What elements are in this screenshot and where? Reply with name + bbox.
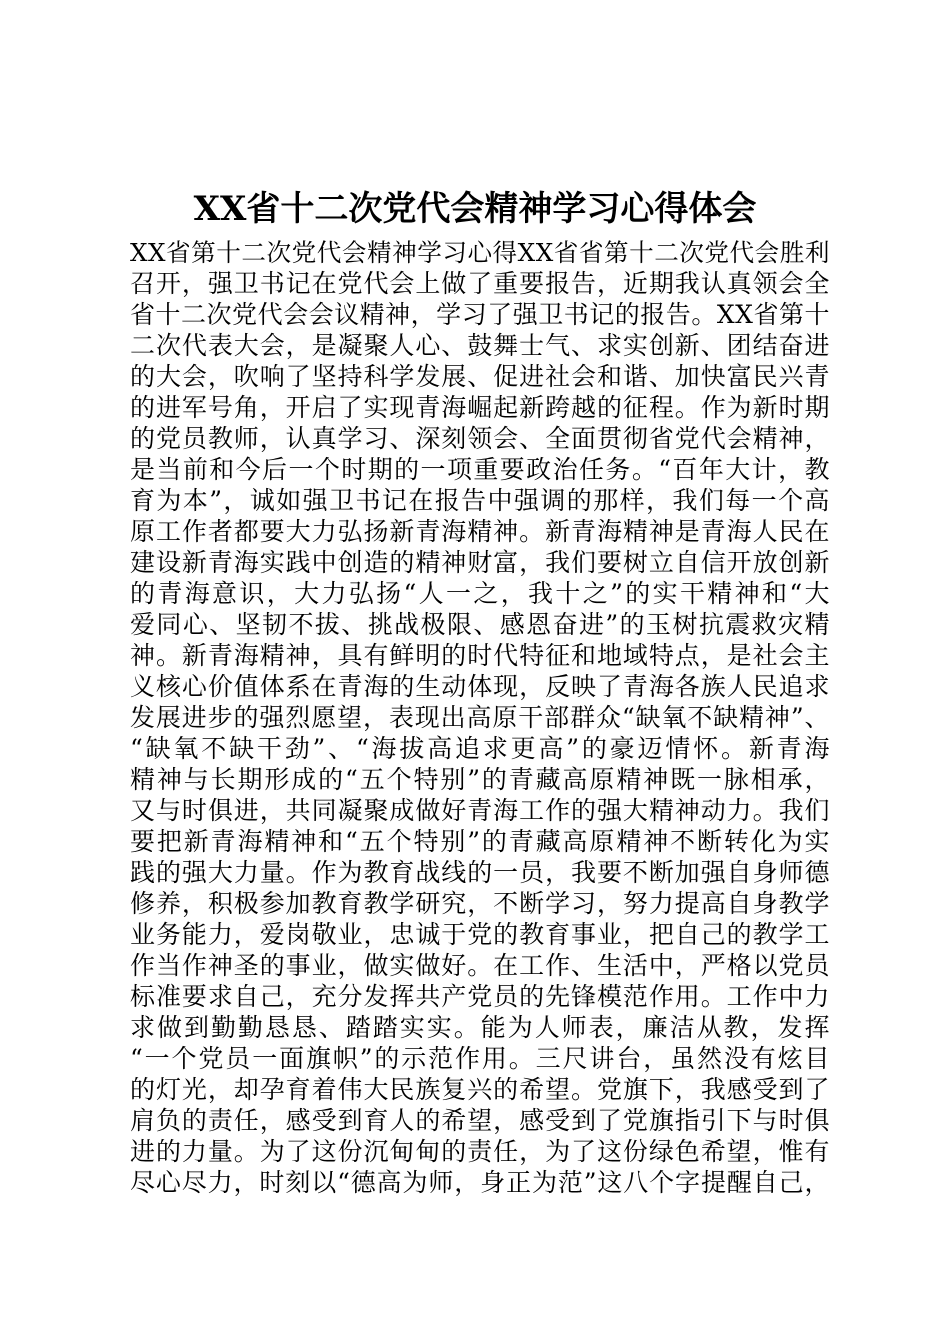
body-line: 原工作者都要大力弘扬新青海精神。新青海精神是青海人民在 xyxy=(130,517,830,546)
body-line: 业务能力，爱岗敬业，忠诚于党的教育事业，把自己的教学工 xyxy=(130,920,830,949)
body-line: 又与时俱进，共同凝聚成做好青海工作的强大精神动力。我们 xyxy=(130,796,830,825)
body-line: 义核心价值体系在青海的生动体现，反映了青海各族人民追求 xyxy=(130,672,830,701)
body-line: 精神与长期形成的“五个特别”的青藏高原精神既一脉相承， xyxy=(130,765,830,794)
body-line: 爱同心、坚韧不拔、挑战极限、感恩奋进”的玉树抗震救灾精 xyxy=(130,610,830,639)
body-line: 召开，强卫书记在党代会上做了重要报告，近期我认真领会全 xyxy=(130,269,830,298)
body-line: 育为本”，诚如强卫书记在报告中强调的那样，我们每一个高 xyxy=(130,486,830,515)
body-line: 发展进步的强烈愿望，表现出高原干部群众“缺氧不缺精神”、 xyxy=(130,703,830,732)
body-line: 要把新青海精神和“五个特别”的青藏高原精神不断转化为实 xyxy=(130,827,830,856)
body-line: 的党员教师，认真学习、深刻领会、全面贯彻省党代会精神， xyxy=(130,424,830,453)
body-line: 建设新青海实践中创造的精神财富，我们要树立自信开放创新 xyxy=(130,548,830,577)
body-line: XX省第十二次党代会精神学习心得XX省省第十二次党代会胜利 xyxy=(130,238,830,267)
body-line: 的进军号角，开启了实现青海崛起新跨越的征程。作为新时期 xyxy=(130,393,830,422)
body-line: 践的强大力量。作为教育战线的一员，我要不断加强自身师德 xyxy=(130,858,830,887)
body-line: 是当前和今后一个时期的一项重要政治任务。“百年大计，教 xyxy=(130,455,830,484)
body-line: 尽心尽力，时刻以“德高为师，身正为范”这八个字提醒自己， xyxy=(130,1168,830,1197)
body-line: 肩负的责任，感受到育人的希望，感受到了党旗指引下与时俱 xyxy=(130,1106,830,1135)
body-line: “缺氧不缺干劲”、“海拔高追求更高”的豪迈情怀。新青海 xyxy=(130,734,830,763)
body-line: 修养，积极参加教育教学研究，不断学习，努力提高自身教学 xyxy=(130,889,830,918)
body-line: 的灯光，却孕育着伟大民族复兴的希望。党旗下，我感受到了 xyxy=(130,1075,830,1104)
body-line: 进的力量。为了这份沉甸甸的责任，为了这份绿色希望，惟有 xyxy=(130,1137,830,1166)
body-line: 二次代表大会，是凝聚人心、鼓舞士气、求实创新、团结奋进 xyxy=(130,331,830,360)
document-body xyxy=(130,237,830,1198)
body-line: 的大会，吹响了坚持科学发展、促进社会和谐、加快富民兴青 xyxy=(130,362,830,391)
body-line: 的青海意识，大力弘扬“人一之，我十之”的实干精神和“大 xyxy=(130,579,830,608)
body-line: 作当作神圣的事业，做实做好。在工作、生活中，严格以党员 xyxy=(130,951,830,980)
body-line: 标准要求自己，充分发挥共产党员的先锋模范作用。工作中力 xyxy=(130,982,830,1011)
body-line: “一个党员一面旗帜”的示范作用。三尺讲台，虽然没有炫目 xyxy=(130,1044,830,1073)
body-line: 求做到勤勤恳恳、踏踏实实。能为人师表，廉洁从教，发挥 xyxy=(130,1013,830,1042)
body-line: 省十二次党代会会议精神，学习了强卫书记的报告。XX省第十 xyxy=(130,300,830,329)
document-title: XX省十二次党代会精神学习心得体会 xyxy=(193,189,757,229)
body-line: 神。新青海精神，具有鲜明的时代特征和地域特点，是社会主 xyxy=(130,641,830,670)
